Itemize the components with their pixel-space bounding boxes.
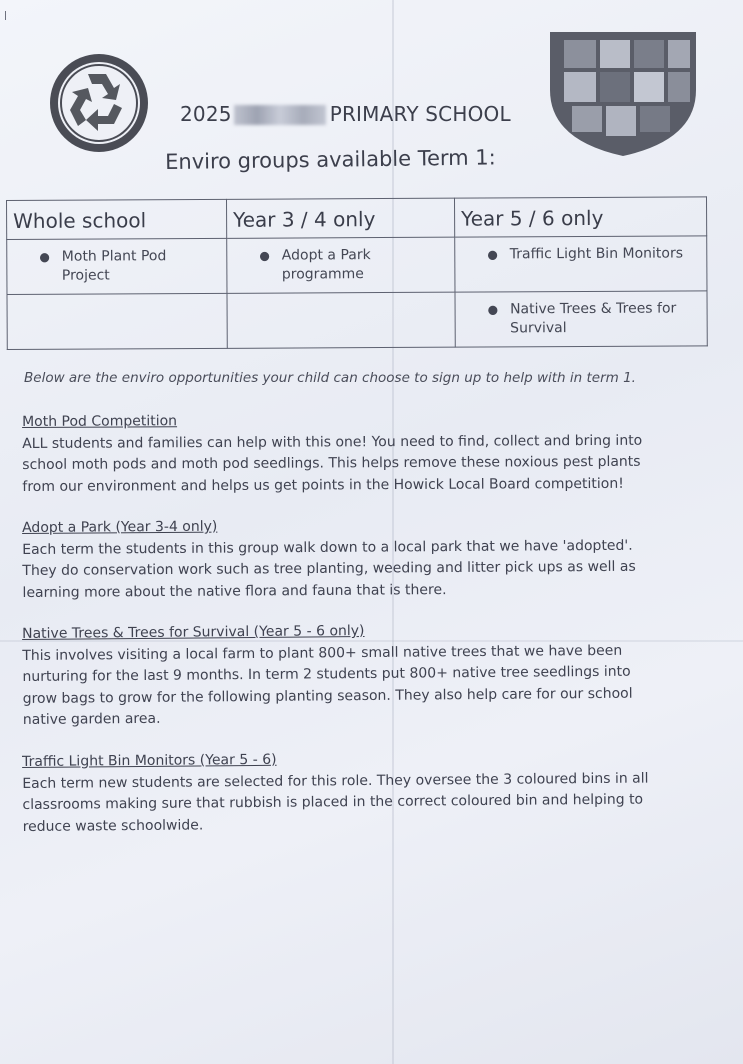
page-edge-mark: ǀ xyxy=(4,10,7,21)
list-item xyxy=(463,244,698,264)
intro-text: Below are the enviro opportunities your child can choose to sign up to help with in term 1. xyxy=(24,370,636,386)
table-header-row xyxy=(7,197,707,240)
recycle-icon xyxy=(48,52,150,154)
section-moth-pod xyxy=(22,409,662,498)
column-header-year-3-4: Year 3 / 4 only xyxy=(226,198,454,238)
title-school: PRIMARY SCHOOL xyxy=(329,102,511,126)
list-item xyxy=(15,247,218,286)
page-title xyxy=(180,102,511,126)
section-heading: Traffic Light Bin Monitors (Year 5 - 6) xyxy=(22,751,277,770)
table-cell xyxy=(455,236,707,292)
table-row xyxy=(7,236,707,295)
section-body: ALL students and families can help with this one! You need to find, collect and bring into school moth pods and moth pod seedlings. This helps remove these noxious pest plants from our environment and helps us get points in the Howick Local Board competition! xyxy=(22,432,643,495)
bullet-icon: ● xyxy=(39,249,50,264)
bullet-icon: ● xyxy=(259,248,270,263)
list-item xyxy=(464,299,699,338)
cell-text: Traffic Light Bin Monitors xyxy=(509,245,684,263)
section-heading: Moth Pod Competition xyxy=(22,413,178,430)
table-cell xyxy=(227,237,455,293)
column-header-year-5-6: Year 5 / 6 only xyxy=(454,197,706,237)
section-bin-monitors xyxy=(22,746,663,838)
section-body: Each term the students in this group walk down to a local park that we have 'adopted'. They do conservation work such as tree planting, weeding and litter pick ups as well as learning more about the native flora and fauna that is there. xyxy=(22,537,636,601)
table-cell xyxy=(7,238,227,294)
school-crest-icon xyxy=(548,30,698,158)
table-cell xyxy=(455,291,707,347)
page-subtitle: Enviro groups available Term 1: xyxy=(165,145,496,174)
section-adopt-a-park xyxy=(22,514,663,604)
redacted-school-name xyxy=(234,105,326,125)
section-native-trees xyxy=(22,618,663,731)
title-year: 2025 xyxy=(180,102,232,126)
section-heading: Adopt a Park (Year 3-4 only) xyxy=(22,518,218,536)
table-cell xyxy=(7,293,227,349)
cell-text: Native Trees & Trees for Survival xyxy=(510,300,677,337)
table-cell xyxy=(227,292,455,348)
column-header-whole-school: Whole school xyxy=(7,199,227,239)
table-row xyxy=(7,291,707,350)
bullet-icon: ● xyxy=(487,302,499,317)
enviro-groups-table xyxy=(6,196,708,350)
cell-text: Adopt a Park programme xyxy=(281,247,371,283)
cell-text: Moth Plant Pod Project xyxy=(61,248,167,284)
section-heading: Native Trees & Trees for Survival (Year 5 - 6 only) xyxy=(22,623,365,642)
section-body: This involves visiting a local farm to plant 800+ small native trees that we have been nurturing for the last 9 months. In term 2 students put 800+ native tree seedlings into grow bags to grow for the following planting season. They also help care for our school native garden area. xyxy=(22,642,633,728)
list-item xyxy=(235,246,446,285)
section-body: Each term new students are selected for this role. They oversee the 3 coloured bins in all classrooms making sure that rubbish is placed in the correct coloured bin and helping to reduce waste schoolwide. xyxy=(22,770,649,835)
bullet-icon: ● xyxy=(487,247,498,262)
